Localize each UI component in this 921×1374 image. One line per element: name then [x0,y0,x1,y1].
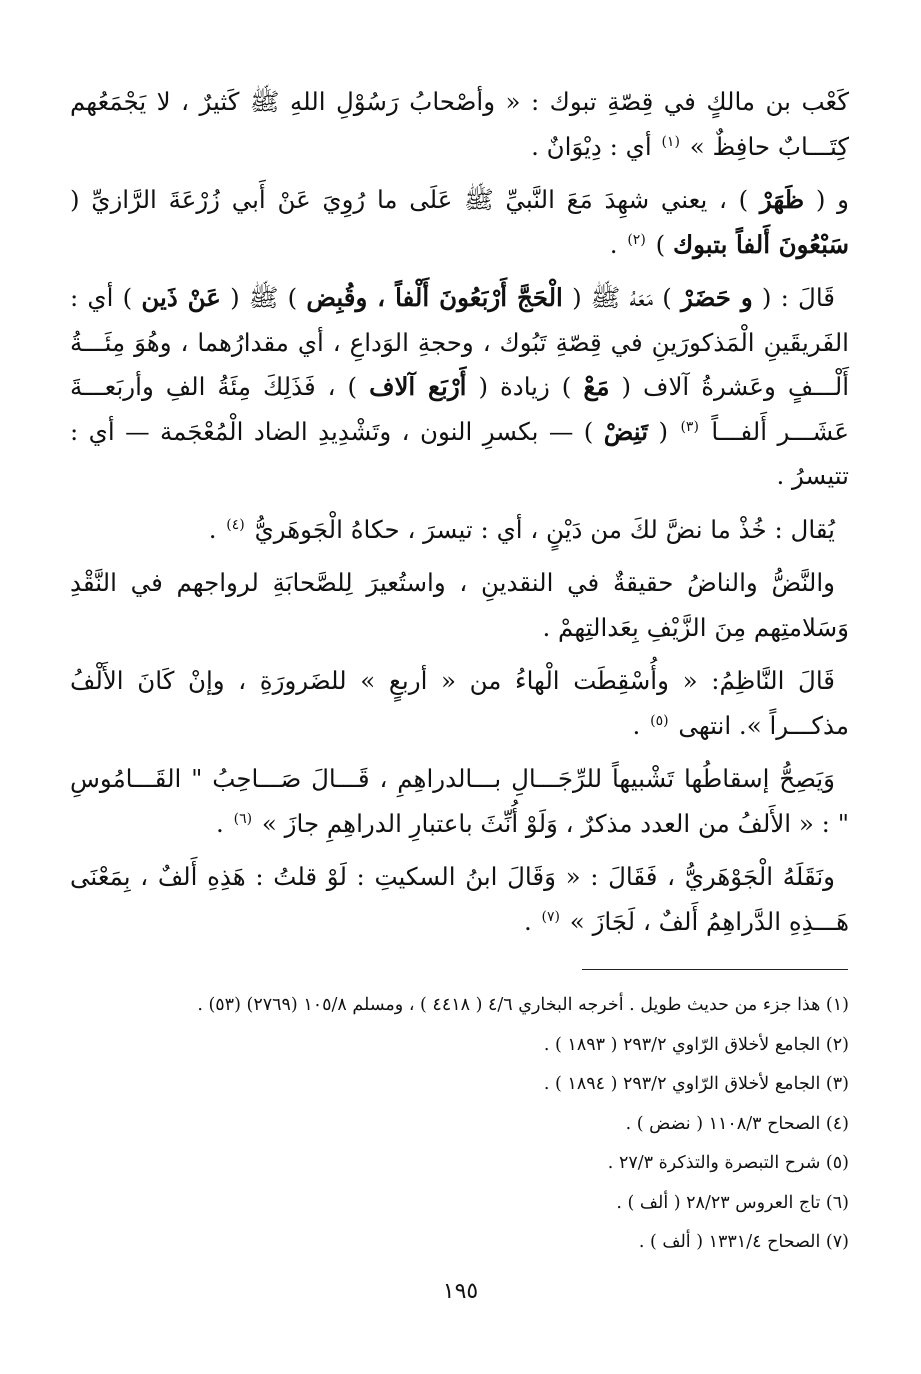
text-run: . [632,710,641,740]
text-run: ) مَعَهُ ﷺ ( [572,283,672,312]
text-run: قَالَ النَّاظِمُ: « وأُسْقِطَت الْهاءُ من « أربعٍ » للضَرورَةِ ، وإنْ كَانَ الأَلْفُ مذكـــراً ». انتهى [70,666,849,740]
footnote-ref-7: (٧) [541,908,560,925]
footnote-2: (٢) الجامع لأخلاق الرّاوي ٢٩٣/٢ ( ١٨٩٣ ) . [543,1034,849,1055]
text-run: قَالَ : ( [761,283,836,312]
text-run: ) أي : الفَريقَينِ الْمَذكورَينِ في قِصّةِ تَبُوك ، وحجةِ الوَداعِ ، أي مقدارُهما ، وهُوَ مِئَـــةُ أَلْـــفٍ وعَشرةُ آلاف ( [70,283,849,401]
paragraph-1 [70,80,849,169]
page-number: ١٩٥ [442,1279,479,1304]
paragraph-4 [70,508,849,553]
paragraph-8 [70,855,849,944]
paragraph-5 [70,561,849,650]
text-run: ) ، يعني شهِدَ مَعَ النَّبيِّ ﷺ عَلَى ما رُوِيَ عَنْ أَبي زُرْعَةَ الرَّازيِّ ( [70,185,749,214]
footnote-4: (٤) الصحاح ١١٠٨/٣ ( نضض ) . [625,1113,849,1134]
footnote-ref-4: (٤) [226,516,245,533]
paragraph-1-line-1: كَعْب بن مالكٍ في قِصّةِ تبوك : « وأصْحابُ رَسُوْلِ اللهِ ﷺ كَثيرٌ ، لا يَجْمَعُهم كِتَـــابٌ [70,87,849,161]
paragraph-1-line-3: أي : دِيْوَانٌ . [531,131,652,161]
bold-term: ظَهَرْ [759,185,805,214]
footnote-6: (٦) تاج العروس ٢٨/٢٣ ( ألف ) . [616,1192,849,1213]
text-run: ) [655,229,666,259]
footnote-ref-6: (٦) [233,810,253,827]
text-run: و ( [815,185,849,214]
footnote-3: (٣) الجامع لأخلاق الرّاوي ٢٩٣/٢ ( ١٨٩٤ ) . [543,1074,849,1094]
text-run: . [609,229,618,259]
bold-term: عَنْ ذَين [141,283,221,312]
bold-term: سَبْعُونَ أَلفاً بتبوك [672,229,849,259]
paragraph-3 [70,276,849,499]
text-run: ( [658,416,669,446]
paragraph-2 [70,178,849,267]
footnote-ref-5: (٥) [650,712,669,729]
text-run: ونَقَلَهُ الْجَوْهَريُّ ، فَقَالَ : « وَقَالَ ابنُ السكيتِ : لَوْ قلتُ : هَذِهِ أَلفٌ ، بِمَعْنَى هَـــذِهِ الدَّراهِمُ أَلفٌ ، لَجَازَ » [70,862,849,936]
text-run: ) — بكسرِ النون ، وتَشْدِيدِ الضاد الْمُعْجَمة — أي : تتيسرُ . [70,416,849,490]
paragraph-7 [70,757,849,846]
main-text [70,80,849,953]
bold-term: الْحَجَّ أَرْبَعُونَ أَلْفاً ، وقُبِض [306,283,563,312]
paragraph-6 [70,659,849,748]
footnote-ref-1: (١) [661,133,680,150]
footnote-5: (٥) شرح التبصرة والتذكرة ٢٧/٣ . [607,1153,849,1173]
text-run: ) ، فَذَلِكَ مِئَةُ الفِ وأربَعـــةَ عَشَـــر أَلفـــاً [70,372,849,446]
text-run: ) زيادة ( [478,372,572,401]
text-run: . [208,514,217,544]
footnotes [70,986,849,1263]
text-run: . [523,906,532,936]
bold-term: و حَضَرْ [681,283,753,312]
bold-term: أَرْبَع آلاف [369,372,467,401]
text-run: وَيَصِحُّ إسقاطُها تَشْبيهاً للرِّجَـــالِ بـــالدراهِمِ ، قَـــالَ صَـــاحِبُ " القَـــامُوسِ " : « الأَلفُ من العدد مذكرٌ ، وَلَوْ أُنِّثَ باعتبارِ الدراهِمِ جازَ » [70,764,849,838]
text-run: ) ﷺ ( [230,283,298,312]
bold-term: مَعْ [583,372,610,401]
footnote-ref-3: (٣) [680,418,699,435]
bold-term: تَنِضْ [603,416,649,446]
footnote-separator [582,969,848,970]
text-run: والنَّضُّ والناضُ حقيقةٌ في النقدينِ ، واستُعيرَ لِلصَّحابَةِ لرواجهم في النَّقْدِ وَسَلامتِهم مِنَ الزَّيْفِ بِعَدالتِهمْ . [70,568,849,642]
footnote-ref-2: (٢) [627,231,646,248]
footnote-7: (٧) الصحاح ١٣٣١/٤ ( ألف ) . [638,1232,849,1252]
text-run: . [216,808,224,838]
paragraph-1-line-2: حافِظٌ » [689,131,771,161]
footnote-1: (١) هذا جزء من حديث طويل . أخرجه البخاري ٤/٦ ( ٤٤١٨ ) ، ومسلم ١٠٥/٨ (٢٧٦٩) (٥٣) . [197,995,849,1015]
text-run: يُقال : خُذْ ما نضَّ لكَ من دَيْنٍ ، أي : تيسرَ ، حكاهُ الْجَوهَريُّ [254,514,835,544]
